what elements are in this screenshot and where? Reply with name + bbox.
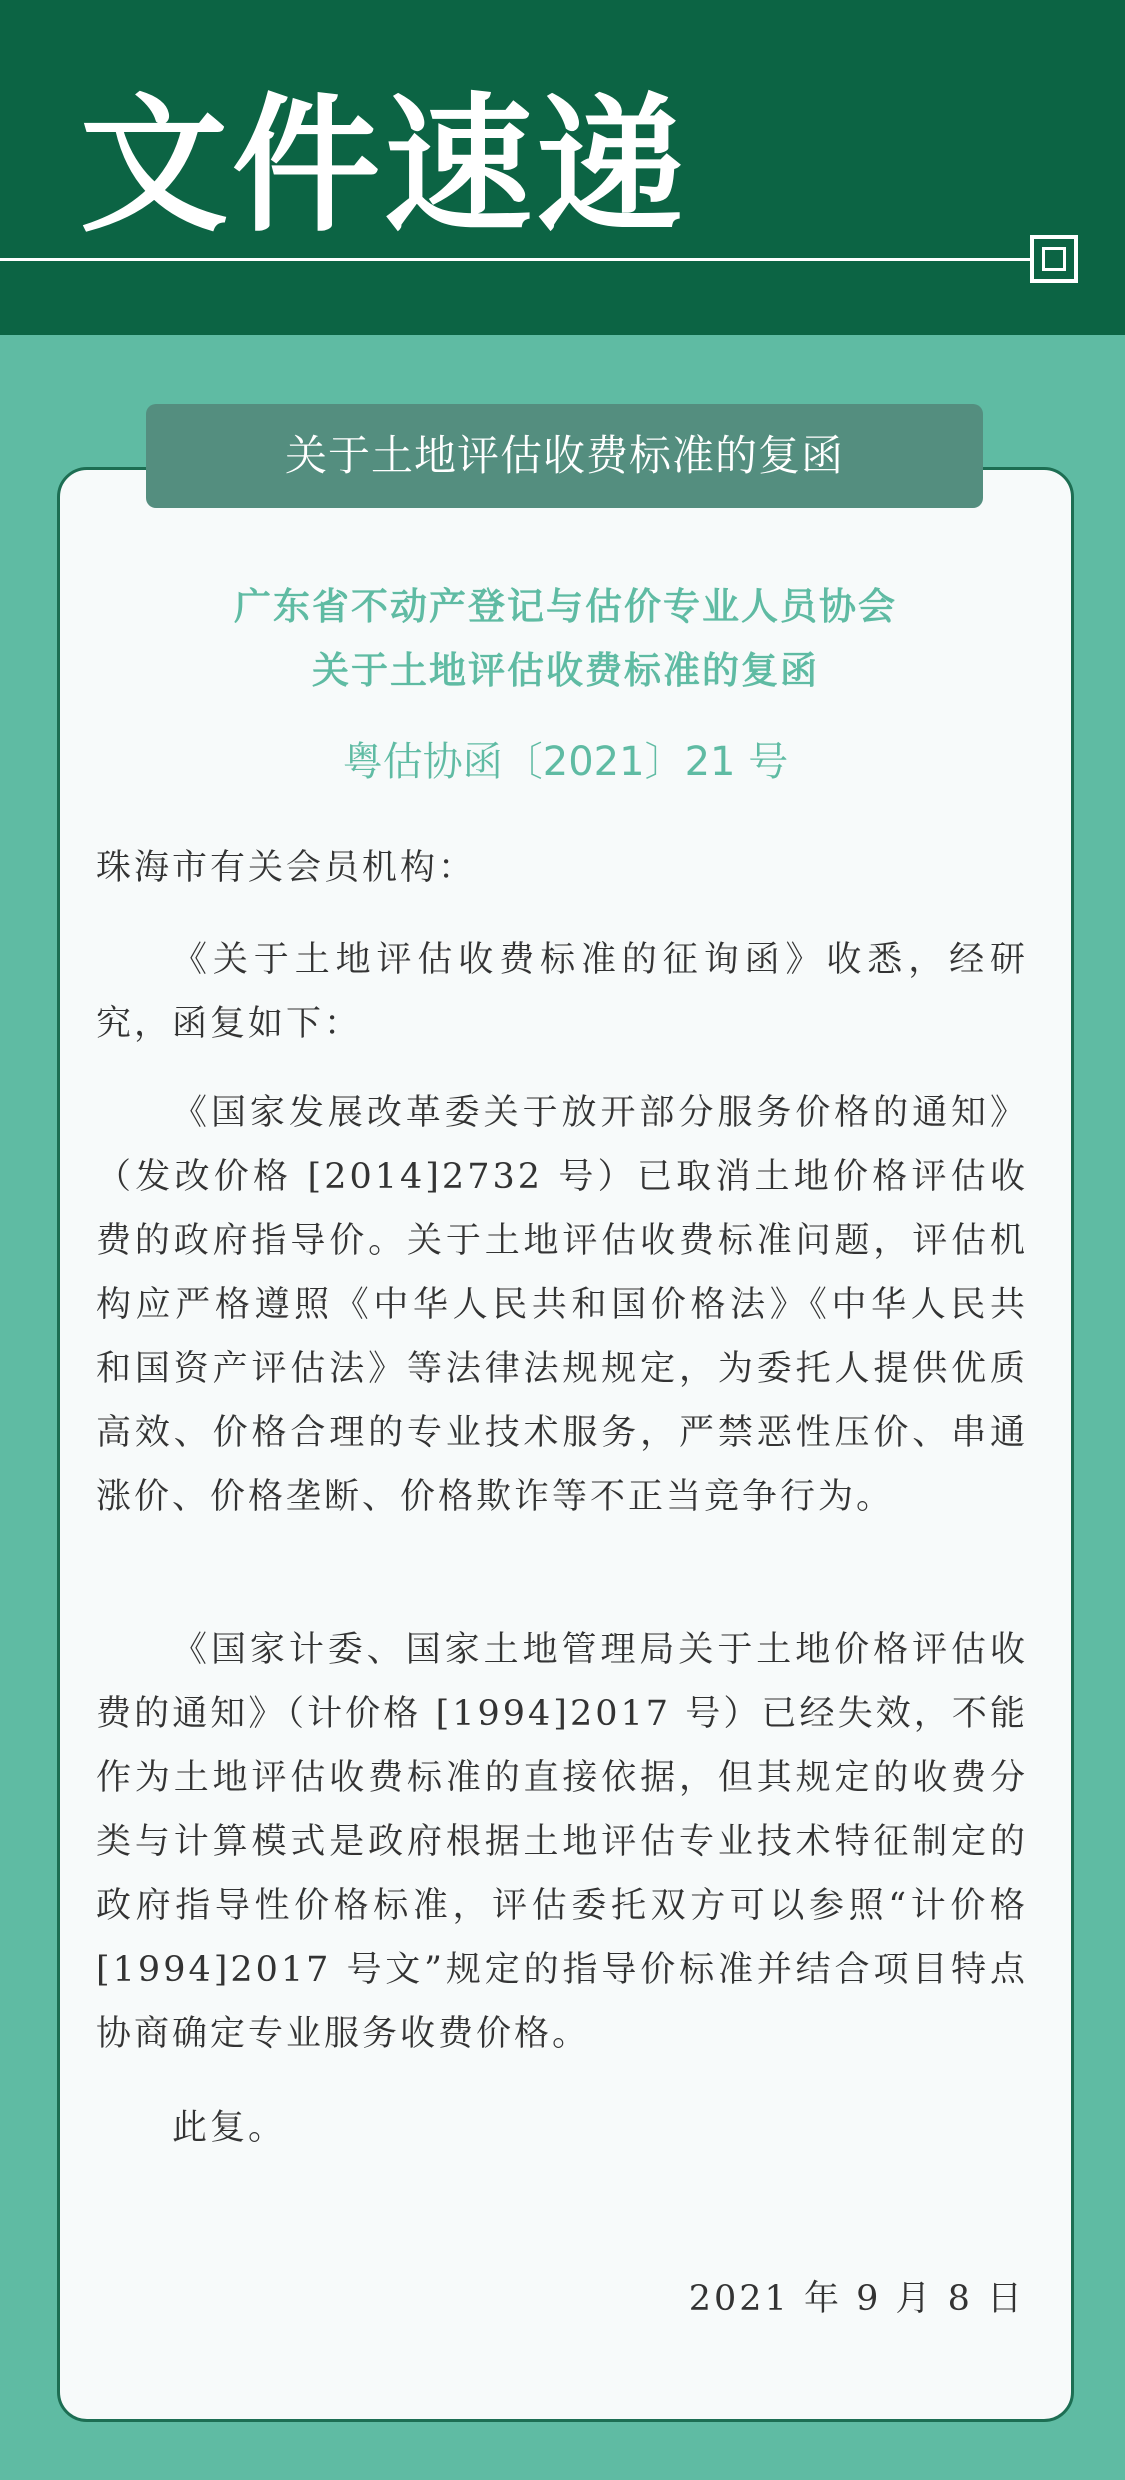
square-frame-icon [1030, 235, 1078, 283]
closing-remark: 此复。 [172, 2108, 287, 2148]
document-title-tab: 关于土地评估收费标准的复函 [146, 404, 983, 508]
issuer-name: 广东省不动产登记与估价专业人员协会 [234, 584, 897, 628]
header-title: 文件速递 [80, 80, 688, 252]
document-number: 粤估协函〔2021〕21 号 [342, 739, 789, 785]
header-banner [0, 0, 1125, 335]
salutation: 珠海市有关会员机构： [96, 848, 477, 888]
document-subject: 关于土地评估收费标准的复函 [312, 648, 819, 692]
paragraph-3: 《国家计委、国家土地管理局关于土地价格评估收费的通知》（计价格 [1994]2017 号）已经失效，不能作为土地评估收费标准的直接依据，但其规定的收费分类与计算模式是政府根据土地评估专业技术特征制定的政府指导性价格标准，评估委托双方可以参照“计价格 [1994]2017 号文”规定的指导价标准并结合项目特点协商确定专业服务收费价格。 [96, 1630, 1028, 2054]
square-inner-icon [1042, 247, 1066, 271]
document-date: 2021 年 9 月 8 日 [688, 2279, 1025, 2319]
paragraph-1: 《关于土地评估收费标准的征询函》收悉，经研究，函复如下： [96, 940, 1028, 1044]
paragraph-2: 《国家发展改革委关于放开部分服务价格的通知》（发改价格 [2014]2732 号）已取消土地价格评估收费的政府指导价。关于土地评估收费标准问题，评估机构应严格遵照《中华人民共和国价格法》《中华人民共和国资产评估法》等法律法规规定，为委托人提供优质高效、价格合理的专业技术服务，严禁恶性压价、串通涨价、价格垄断、价格欺诈等不正当竞争行为。 [96, 1093, 1028, 1517]
header-divider [0, 258, 1032, 261]
